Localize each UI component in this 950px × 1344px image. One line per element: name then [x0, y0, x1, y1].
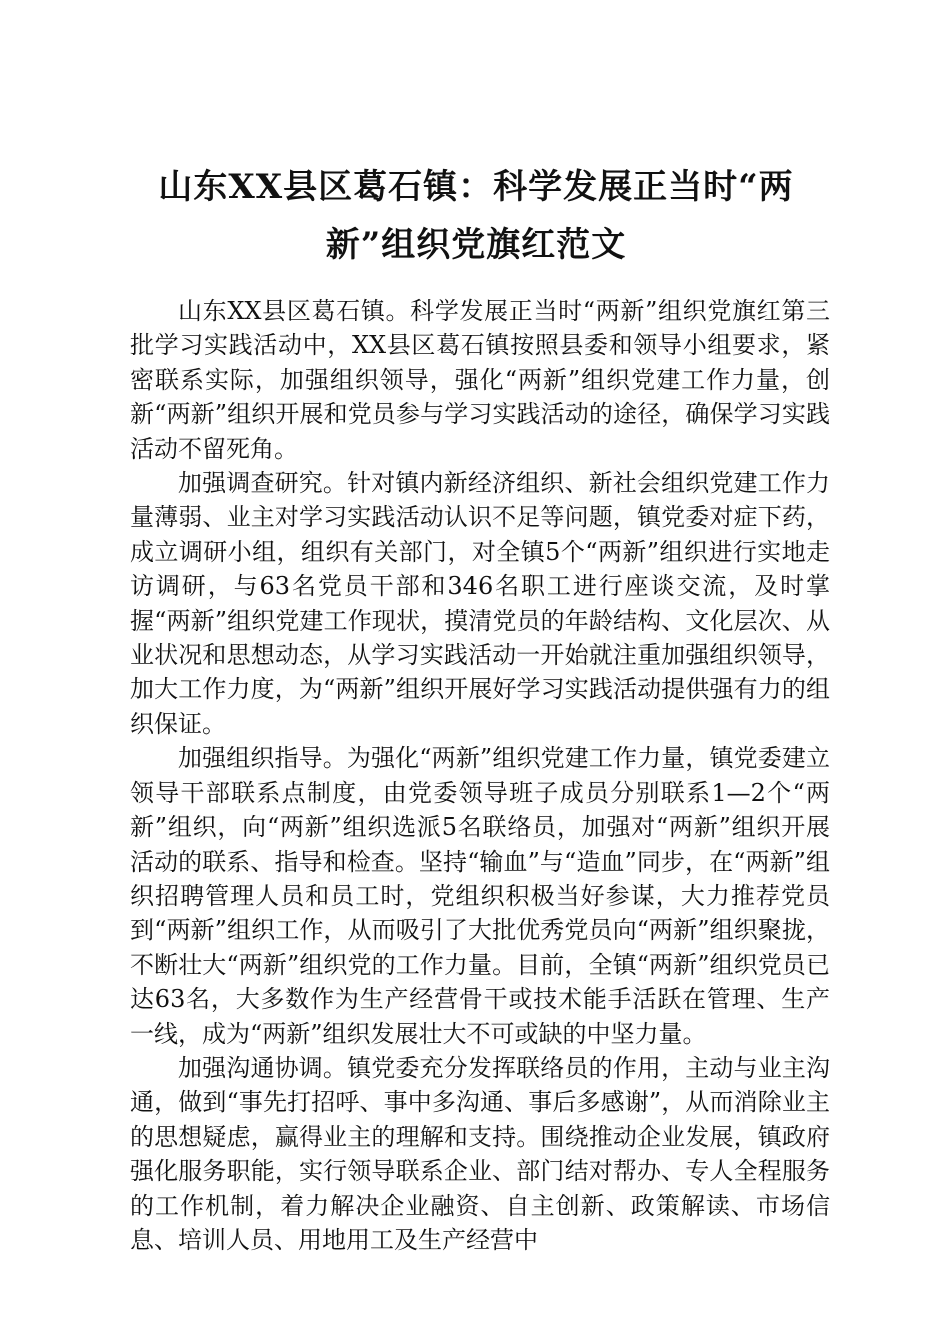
paragraph-coordination: 加强沟通协调。镇党委充分发挥联络员的作用，主动与业主沟通，做到“事先打招呼、事中多沟通、事后多感谢”，从而消除业主的思想疑虑，赢得业主的理解和支持。围绕推动企业发展，镇政府强化服务职能，实行领导联系企业、部门结对帮办、专人全程服务的工作机制，着力解决企业融资、自主创新、政策解读、市场信息、培训人员、用地用工及生产经营中: [130, 1053, 830, 1254]
paragraph-research: 加强调查研究。针对镇内新经济组织、新社会组织党建工作力量薄弱、业主对学习实践活动认识不足等问题，镇党委对症下药，成立调研小组，组织有关部门，对全镇5个“两新”组织进行实地走访调研，与63名党员干部和346名职工进行座谈交流，及时掌握“两新”组织党建工作现状，摸清党员的年龄结构、文化层次、从业状况和思想动态，从学习实践活动一开始就注重加强组织领导，加大工作力度，为“两新”组织开展好学习实践活动提供强有力的组织保证。: [130, 469, 830, 738]
paragraph-guidance: 加强组织指导。为强化“两新”组织党建工作力量，镇党委建立领导干部联系点制度，由党委领导班子成员分别联系1—2个“两新”组织，向“两新”组织选派5名联络员，加强对“两新”组织开展活动的联系、指导和检查。坚持“输血”与“造血”同步，在“两新”组织招聘管理人员和员工时，党组织积极当好参谋，大力推荐党员到“两新”组织工作，从而吸引了大批优秀党员向“两新”组织聚拢，不断壮大“两新”组织党的工作力量。目前，全镇“两新”组织党员已达63名，大多数作为生产经营骨干或技术能手活跃在管理、生产一线，成为“两新”组织发展壮大不可或缺的中坚力量。: [130, 744, 830, 1048]
title-line-1: 山东XX县区葛石镇：科学发展正当时“两: [158, 167, 794, 207]
title-line-2: 新”组织党旗红范文: [325, 225, 627, 265]
paragraph-intro: 山东XX县区葛石镇。科学发展正当时“两新”组织党旗红第三批学习实践活动中，XX县区葛石镇按照县委和领导小组要求，紧密联系实际，加强组织领导，强化“两新”组织党建工作力量，创新“两新”组织开展和党员参与学习实践活动的途径，确保学习实践活动不留死角。: [130, 297, 830, 463]
document-body: [130, 294, 830, 1257]
document-title: [120, 158, 832, 274]
